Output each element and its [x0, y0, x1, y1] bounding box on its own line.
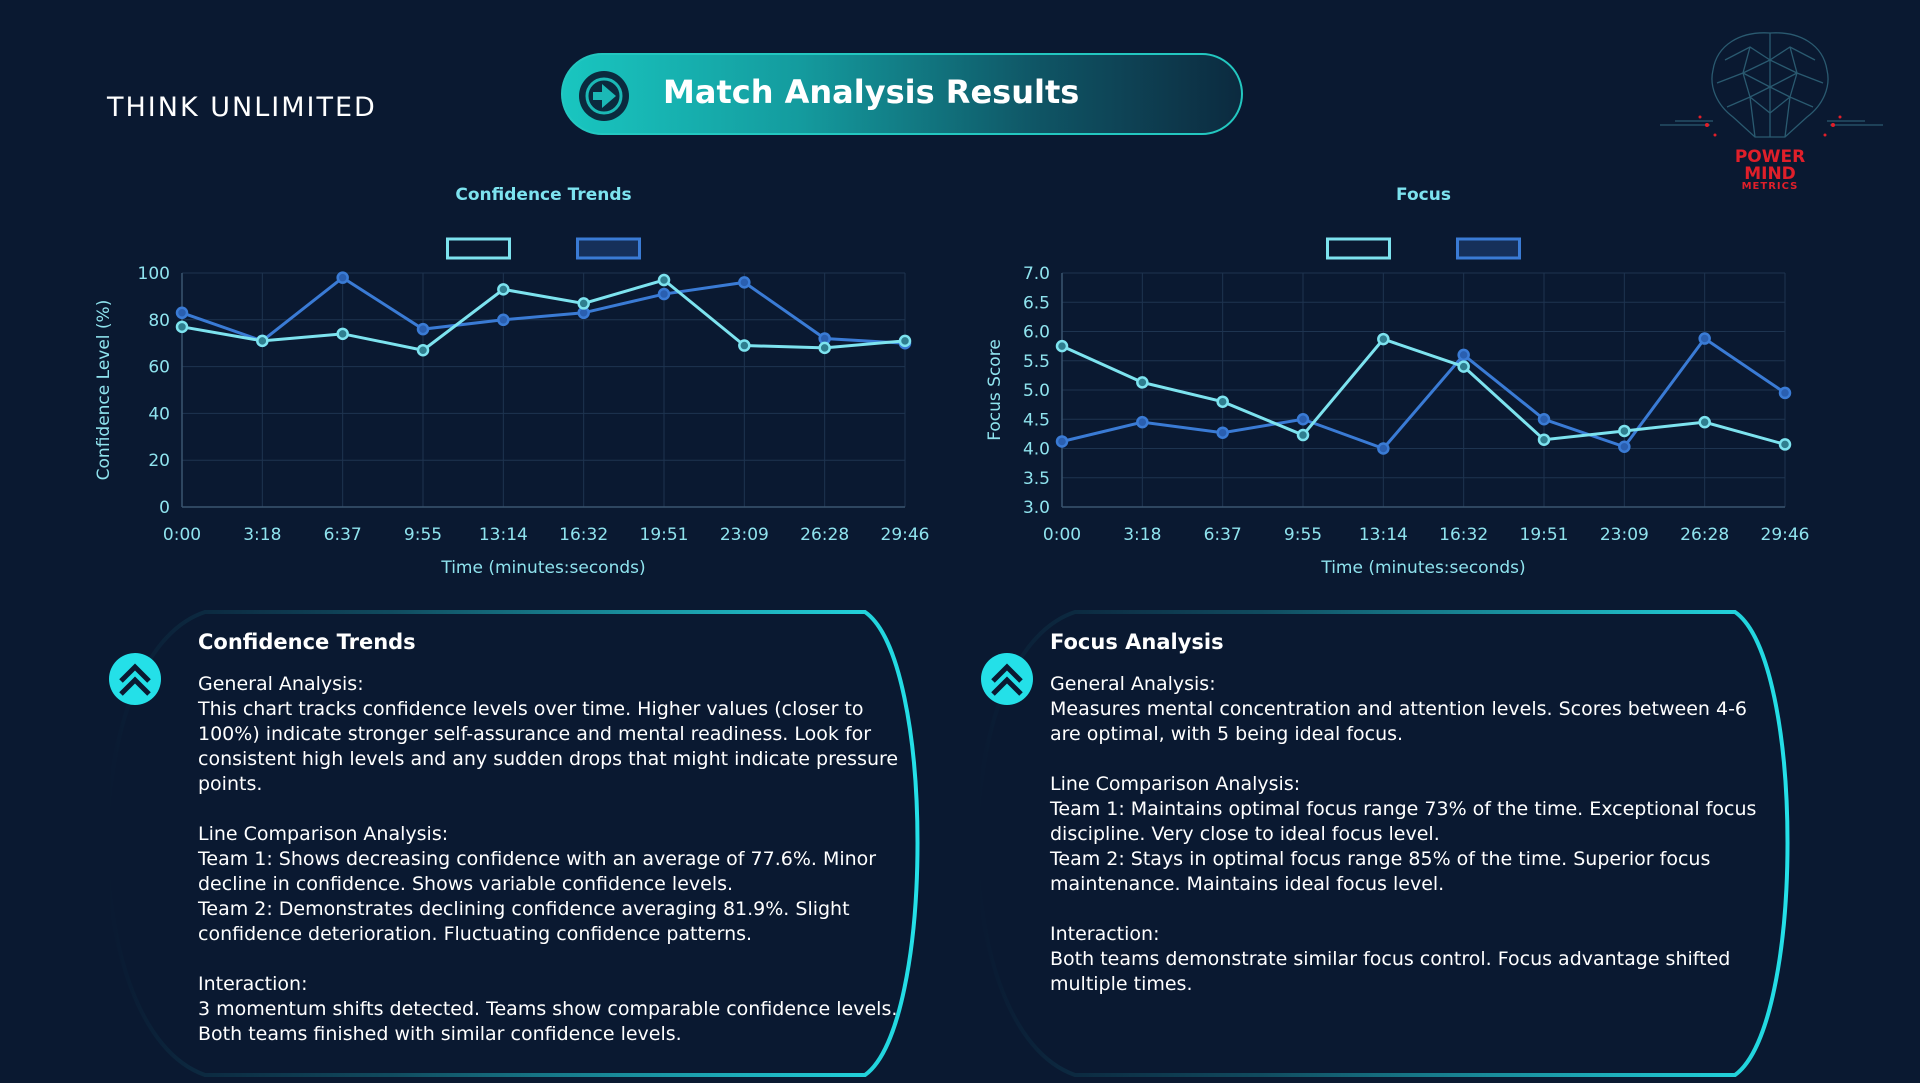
series-line-2	[182, 278, 905, 344]
general-analysis-heading: General Analysis:	[198, 673, 364, 695]
data-point-series-1[interactable]	[498, 284, 508, 294]
data-point-series-2[interactable]	[418, 324, 428, 334]
team2-analysis-text: Team 2: Demonstrates declining confidence averaging 81.9%. Slight confidence deterioration. Fluctuating confidence patterns.	[198, 898, 850, 945]
x-tick-label: 19:51	[1519, 525, 1569, 545]
chart-title: Focus	[1396, 185, 1451, 205]
legend-swatch-series-2[interactable]	[578, 239, 640, 258]
data-point-series-2[interactable]	[739, 277, 749, 287]
logo-line-power: POWER	[1734, 147, 1806, 167]
x-tick-label: 16:32	[1439, 525, 1489, 545]
data-point-series-2[interactable]	[1137, 417, 1147, 427]
data-point-series-1[interactable]	[1700, 417, 1710, 427]
focus-chart	[970, 180, 1830, 590]
data-point-series-2[interactable]	[1539, 414, 1549, 424]
data-point-series-1[interactable]	[1619, 426, 1629, 436]
x-axis-label: Time (minutes:seconds)	[1321, 558, 1526, 578]
confidence-trends-chart	[90, 180, 950, 590]
y-tick-label: 7.0	[1022, 264, 1050, 284]
data-point-series-2[interactable]	[1619, 442, 1629, 452]
play-arrow-icon	[579, 71, 629, 121]
data-point-series-1[interactable]	[739, 341, 749, 351]
data-point-series-1[interactable]	[1137, 377, 1147, 387]
y-tick-label: 6.0	[1022, 322, 1050, 343]
x-tick-label: 6:37	[323, 525, 362, 545]
team1-analysis-text: Team 1: Maintains optimal focus range 73% of the time. Exceptional focus discipline. Very close to ideal focus level.	[1050, 798, 1757, 845]
interaction-heading: Interaction:	[198, 973, 308, 995]
interaction-text: Both teams demonstrate similar focus control. Focus advantage shifted multiple times.	[1050, 948, 1731, 995]
data-point-series-1[interactable]	[1378, 334, 1388, 344]
y-axis-label: Focus Score	[985, 339, 1005, 441]
data-point-series-1[interactable]	[1459, 362, 1469, 372]
double-chevron-up-icon	[108, 652, 162, 710]
interaction-text: 3 momentum shifts detected. Teams show comparable confidence levels. Both teams finished with similar confidence levels.	[198, 998, 898, 1045]
x-tick-label: 29:46	[1760, 525, 1810, 545]
data-point-series-2[interactable]	[1780, 388, 1790, 398]
data-point-series-1[interactable]	[177, 322, 187, 332]
x-tick-label: 13:14	[478, 525, 528, 545]
general-analysis-text: This chart tracks confidence levels over time. Higher values (closer to 100%) indicate stronger self-assurance and mental readiness. Look for consistent high levels and any sudden drops that might indicate pressure points.	[198, 698, 899, 795]
x-tick-label: 9:55	[1283, 525, 1323, 545]
data-point-series-1[interactable]	[659, 275, 669, 285]
x-tick-label: 16:32	[559, 525, 609, 545]
x-tick-label: 6:37	[1203, 525, 1242, 545]
panel-title: Focus Analysis	[1050, 630, 1224, 654]
data-point-series-1[interactable]	[1298, 430, 1308, 440]
y-tick-label: 100	[137, 264, 170, 284]
x-tick-label: 0:00	[1042, 525, 1082, 545]
double-chevron-up-icon	[980, 652, 1034, 710]
data-point-series-2[interactable]	[1057, 436, 1067, 446]
team1-analysis-text: Team 1: Shows decreasing confidence with an average of 77.6%. Minor decline in confidence. Shows variable confidence levels.	[198, 848, 877, 895]
x-tick-label: 29:46	[880, 525, 930, 545]
y-tick-label: 40	[148, 404, 170, 425]
y-tick-label: 4.5	[1022, 410, 1050, 431]
legend-swatch-series-1[interactable]	[1328, 239, 1390, 258]
data-point-series-1[interactable]	[579, 298, 589, 308]
data-point-series-2[interactable]	[338, 273, 348, 283]
data-point-series-2[interactable]	[1378, 444, 1388, 454]
power-mind-logo	[1655, 25, 1885, 195]
x-axis-label: Time (minutes:seconds)	[441, 558, 646, 578]
legend-swatch-series-2[interactable]	[1458, 239, 1520, 258]
x-tick-label: 9:55	[403, 525, 443, 545]
page-title: Match Analysis Results	[663, 73, 1080, 111]
data-point-series-2[interactable]	[1218, 428, 1228, 438]
data-point-series-1[interactable]	[1218, 397, 1228, 407]
general-analysis-heading: General Analysis:	[1050, 673, 1216, 695]
data-point-series-2[interactable]	[1459, 350, 1469, 360]
data-point-series-1[interactable]	[338, 329, 348, 339]
confidence-analysis-panel	[80, 610, 940, 1077]
panel-title: Confidence Trends	[198, 630, 416, 654]
focus-analysis-panel	[950, 610, 1810, 1077]
x-tick-label: 26:28	[800, 525, 850, 545]
legend-swatch-series-1[interactable]	[448, 239, 510, 258]
x-tick-label: 19:51	[639, 525, 689, 545]
y-tick-label: 80	[148, 310, 170, 331]
data-point-series-2[interactable]	[498, 315, 508, 325]
chart-title: Confidence Trends	[455, 185, 632, 205]
y-tick-label: 3.0	[1022, 498, 1050, 518]
brand-tagline: THINK UNLIMITED	[107, 92, 377, 123]
y-tick-label: 4.0	[1022, 439, 1050, 460]
y-tick-label: 5.0	[1022, 381, 1050, 401]
data-point-series-1[interactable]	[820, 343, 830, 353]
x-tick-label: 0:00	[162, 525, 202, 545]
logo-line-mind: MIND	[1744, 164, 1796, 184]
y-tick-label: 6.5	[1022, 293, 1050, 314]
data-point-series-1[interactable]	[257, 336, 267, 346]
y-tick-label: 5.5	[1022, 351, 1050, 372]
data-point-series-1[interactable]	[1539, 435, 1549, 445]
general-analysis-text: Measures mental concentration and attention levels. Scores between 4-6 are optimal, with 5 being ideal focus.	[1050, 698, 1748, 745]
y-tick-label: 3.5	[1022, 468, 1050, 489]
data-point-series-2[interactable]	[1700, 334, 1710, 344]
data-point-series-2[interactable]	[177, 308, 187, 318]
y-tick-label: 0	[159, 498, 170, 518]
brain-icon	[1655, 25, 1885, 155]
team2-analysis-text: Team 2: Stays in optimal focus range 85% of the time. Superior focus maintenance. Maintains ideal focus level.	[1050, 848, 1711, 895]
data-point-series-2[interactable]	[1298, 414, 1308, 424]
x-tick-label: 23:09	[1599, 525, 1649, 545]
x-tick-label: 23:09	[719, 525, 769, 545]
x-tick-label: 13:14	[1358, 525, 1408, 545]
line-comparison-heading: Line Comparison Analysis:	[198, 823, 449, 845]
series-line-2	[1062, 339, 1785, 449]
logo-line-metrics: METRICS	[1741, 181, 1799, 192]
y-tick-label: 20	[148, 451, 170, 472]
x-tick-label: 3:18	[243, 525, 282, 545]
y-tick-label: 60	[148, 357, 170, 378]
x-tick-label: 3:18	[1123, 525, 1162, 545]
series-line-1	[1062, 339, 1785, 444]
data-point-series-1[interactable]	[1780, 439, 1790, 449]
data-point-series-1[interactable]	[900, 336, 910, 346]
data-point-series-1[interactable]	[1057, 341, 1067, 351]
y-axis-label: Confidence Level (%)	[94, 299, 114, 481]
interaction-heading: Interaction:	[1050, 923, 1160, 945]
data-point-series-1[interactable]	[418, 345, 428, 355]
x-tick-label: 26:28	[1680, 525, 1730, 545]
line-comparison-heading: Line Comparison Analysis:	[1050, 773, 1301, 795]
title-banner	[561, 53, 1243, 135]
data-point-series-2[interactable]	[659, 289, 669, 299]
